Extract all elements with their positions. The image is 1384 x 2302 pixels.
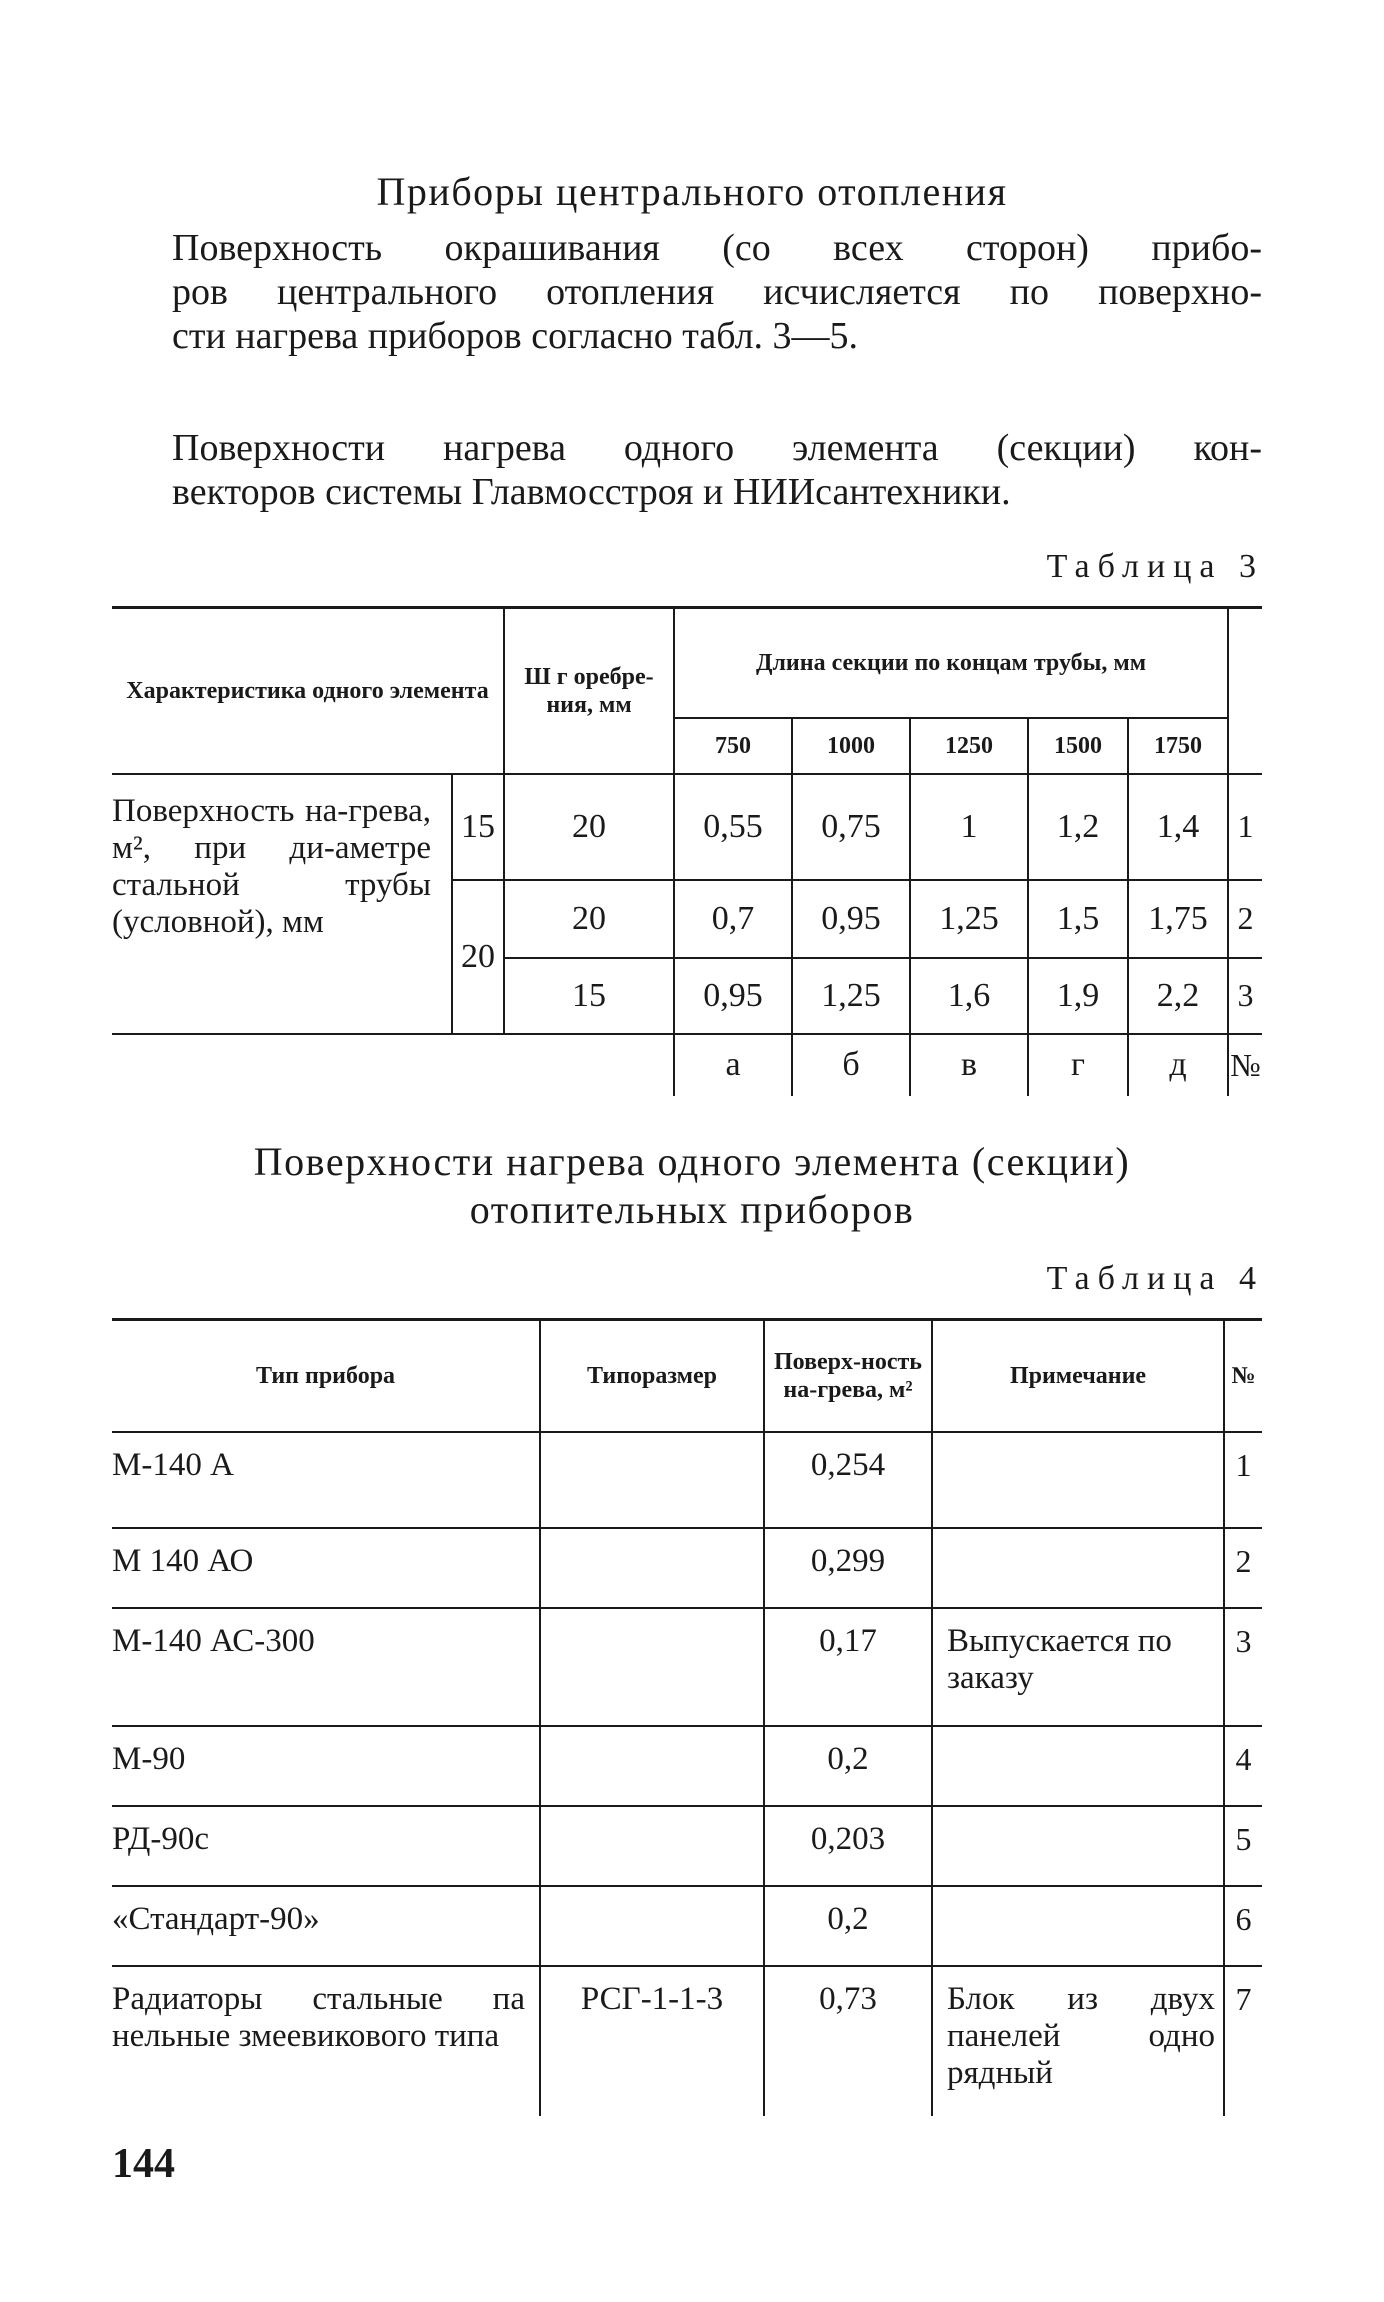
cell-value: 0,55: [674, 774, 792, 880]
table3: [112, 606, 1262, 1096]
cell-value: 1,4: [1128, 774, 1228, 880]
cell-size: РСГ-1-1-3: [540, 1966, 764, 2116]
row-number: 4: [1224, 1726, 1262, 1806]
header-type: Тип прибора: [112, 1320, 540, 1432]
cell-surface: 0,299: [764, 1528, 932, 1608]
header-num-blank: [1228, 718, 1262, 774]
caption-line: Поверхности нагрева одного элемента (секции) кон-: [172, 427, 1262, 469]
header-fin-pitch: Ш г оребре-ния, мм: [504, 608, 674, 774]
table4-caption-line: отопительных приборов: [469, 1187, 915, 1232]
cell-surface: 0,73: [764, 1966, 932, 2116]
table3-label: Таблица 3: [1046, 548, 1264, 585]
cell-value: 1,6: [910, 958, 1028, 1034]
number-sign: №: [1228, 1034, 1262, 1096]
cell-type: «Стандарт-90»: [112, 1886, 540, 1966]
cell-value: 1,9: [1028, 958, 1128, 1034]
cell-value: 1,25: [792, 958, 910, 1034]
cell-value: 2,2: [1128, 958, 1228, 1034]
table4: [112, 1318, 1262, 2116]
cell-value: 1,25: [910, 880, 1028, 958]
cell-value: 0,95: [674, 958, 792, 1034]
section-title: Приборы центрального отопления: [376, 169, 1008, 214]
header-length: 1000: [792, 718, 910, 774]
cell-size: [540, 1608, 764, 1726]
page-number: 144: [112, 2141, 175, 2187]
column-letter: а: [674, 1034, 792, 1096]
cell-value: 1,2: [1028, 774, 1128, 880]
cell-diameter: 20: [452, 880, 504, 1034]
intro-line: сти нагрева приборов согласно табл. 3—5.: [172, 315, 859, 357]
intro-line: ров центрального отопления исчисляется по поверхно-: [172, 271, 1262, 313]
cell-size: [540, 1528, 764, 1608]
cell-surface: 0,2: [764, 1886, 932, 1966]
header-length-group: Длина секции по концам трубы, мм: [674, 608, 1228, 718]
cell-diameter: 15: [452, 774, 504, 880]
column-letter: д: [1128, 1034, 1228, 1096]
cell-surface: 0,203: [764, 1806, 932, 1886]
cell-type: М-140 АС-300: [112, 1608, 540, 1726]
table3-caption: [172, 426, 1262, 514]
cell-surface: 0,17: [764, 1608, 932, 1726]
cell-value: 0,7: [674, 880, 792, 958]
row-number: 3: [1224, 1608, 1262, 1726]
caption-line: векторов системы Главмосстроя и НИИсантехники.: [172, 471, 1011, 513]
cell-value: 1: [910, 774, 1028, 880]
cell-size: [540, 1726, 764, 1806]
header-length: 750: [674, 718, 792, 774]
cell-type: М-90: [112, 1726, 540, 1806]
cell-note: Выпускается по заказу: [932, 1608, 1224, 1726]
row-number: 7: [1224, 1966, 1262, 2116]
column-letter: в: [910, 1034, 1028, 1096]
row-number: 2: [1228, 880, 1262, 958]
header-size: Типоразмер: [540, 1320, 764, 1432]
intro-line: Поверхность окрашивания (со всех сторон) прибо-: [172, 227, 1262, 269]
column-letter: б: [792, 1034, 910, 1096]
cell-value: 1,5: [1028, 880, 1128, 958]
cell-fin: 20: [504, 880, 674, 958]
cell-type: М 140 АО: [112, 1528, 540, 1608]
cell-type: М-140 А: [112, 1432, 540, 1528]
cell-surface: 0,2: [764, 1726, 932, 1806]
intro-paragraph: [172, 226, 1262, 358]
row-label: Поверхность на-грева, м², при ди-аметре стальной трубы (условной), мм: [112, 774, 452, 1034]
header-length: 1750: [1128, 718, 1228, 774]
cell-type: Радиаторы стальные па нельные змеевикового типа: [112, 1980, 525, 2054]
cell-value: 1,75: [1128, 880, 1228, 958]
cell-fin: 15: [504, 958, 674, 1034]
cell-type: РД-90с: [112, 1806, 540, 1886]
header-length: 1250: [910, 718, 1028, 774]
header-note: Примечание: [932, 1320, 1224, 1432]
cell-note: Блок из двух панелей одно рядный: [932, 1966, 1224, 2116]
cell-note: [932, 1432, 1224, 1528]
row-number: 1: [1228, 774, 1262, 880]
cell-note: [932, 1528, 1224, 1608]
header-surface: Поверх-ность на-грева, м²: [764, 1320, 932, 1432]
cell-value: 0,95: [792, 880, 910, 958]
letter-row-spacer: [112, 1034, 674, 1096]
header-length: 1500: [1028, 718, 1128, 774]
cell-size: [540, 1886, 764, 1966]
row-number: 3: [1228, 958, 1262, 1034]
cell-size: [540, 1432, 764, 1528]
cell-note: [932, 1806, 1224, 1886]
header-characteristic: Характеристика одного элемента: [112, 608, 504, 774]
row-number: 5: [1224, 1806, 1262, 1886]
row-number: 1: [1224, 1432, 1262, 1528]
cell-note: [932, 1886, 1224, 1966]
row-number: 2: [1224, 1528, 1262, 1608]
cell-value: 0,75: [792, 774, 910, 880]
row-number: 6: [1224, 1886, 1262, 1966]
cell-size: [540, 1806, 764, 1886]
table4-caption-line: Поверхности нагрева одного элемента (секции): [253, 1139, 1131, 1184]
table4-label: Таблица 4: [1046, 1260, 1264, 1297]
header-num-blank: [1228, 608, 1262, 718]
cell-surface: 0,254: [764, 1432, 932, 1528]
header-num: №: [1224, 1320, 1262, 1432]
cell-fin: 20: [504, 774, 674, 880]
column-letter: г: [1028, 1034, 1128, 1096]
cell-note: [932, 1726, 1224, 1806]
